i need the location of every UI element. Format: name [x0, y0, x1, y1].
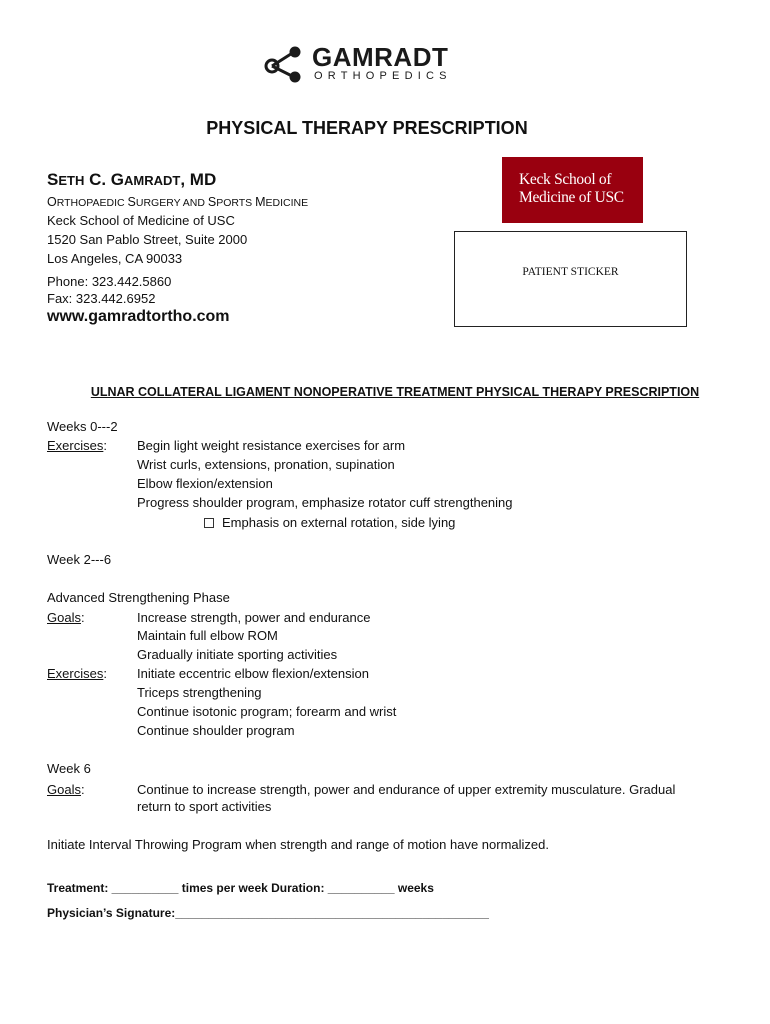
signature-line[interactable]: Physician’s Signature:_______________________________________________ [47, 906, 489, 920]
keck-school-logo [502, 157, 643, 223]
doctor-school: Keck School of Medicine of USC [47, 213, 235, 228]
patient-sticker-label: PATIENT STICKER [522, 266, 619, 278]
phase2-exercise: Initiate eccentric elbow flexion/extension [137, 666, 369, 681]
phase1-heading: Weeks 0---2 [47, 419, 118, 434]
phase2-exercise: Triceps strengthening [137, 685, 262, 700]
keck-logo-line1: Keck School of [519, 171, 612, 188]
phase1-exercises-label: Exercises: [47, 438, 107, 453]
treatment-line[interactable]: Treatment: __________ times per week Duration: __________ weeks [47, 881, 434, 895]
phase2-subheading: Advanced Strengthening Phase [47, 590, 230, 605]
phase3-heading: Week 6 [47, 761, 91, 776]
patient-sticker-box [454, 231, 687, 327]
phase3-goal-line1: Continue to increase strength, power and endurance of upper extremity musculature. Gradual [137, 782, 676, 797]
phase1-item: Progress shoulder program, emphasize rotator cuff strengthening [137, 495, 513, 510]
doctor-website[interactable]: www.gamradtortho.com [47, 308, 230, 325]
phase2-exercise: Continue isotonic program; forearm and wrist [137, 704, 397, 719]
phase2-heading: Week 2---6 [47, 552, 112, 567]
document-title: PHYSICAL THERAPY PRESCRIPTION [206, 118, 528, 138]
phase1-item: Wrist curls, extensions, pronation, supination [137, 457, 395, 472]
doctor-street: 1520 San Pablo Street, Suite 2000 [47, 232, 248, 247]
interval-note: Initiate Interval Throwing Program when strength and range of motion have normalized. [47, 837, 549, 852]
logo-name: GAMRADT [312, 42, 449, 72]
phase2-goal: Increase strength, power and endurance [137, 610, 371, 625]
doctor-name: SETH C. GAMRADT, MD [47, 170, 217, 189]
phase1-item: Begin light weight resistance exercises for arm [137, 438, 406, 453]
doctor-fax: Fax: 323.442.6952 [47, 291, 156, 306]
doctor-city: Los Angeles, CA 90033 [47, 251, 183, 266]
doctor-specialty: ORTHOPAEDIC SURGERY AND SPORTS MEDICINE [47, 195, 309, 209]
phase2-exercise: Continue shoulder program [137, 723, 295, 738]
phase2-goal: Maintain full elbow ROM [137, 628, 278, 643]
logo-subtitle: ORTHOPEDICS [314, 70, 452, 82]
phase2-goals-label: Goals: [47, 610, 85, 625]
doctor-phone: Phone: 323.442.5860 [47, 274, 172, 289]
keck-logo-line2: Medicine of USC [519, 189, 624, 206]
phase2-goal: Gradually initiate sporting activities [137, 647, 338, 662]
phase1-item: Elbow flexion/extension [137, 476, 273, 491]
phase3-goals-label: Goals: [47, 782, 85, 797]
phase3-goal-line2: return to sport activities [137, 799, 272, 814]
gamradt-logo-icon [264, 44, 310, 84]
checkbox-icon [204, 518, 214, 528]
section-title: ULNAR COLLATERAL LIGAMENT NONOPERATIVE TREATMENT PHYSICAL THERAPY PRESCRIPTION [90, 385, 700, 399]
phase2-exercises-label: Exercises: [47, 666, 107, 681]
phase1-sub-item: Emphasis on external rotation, side lying [204, 515, 455, 530]
